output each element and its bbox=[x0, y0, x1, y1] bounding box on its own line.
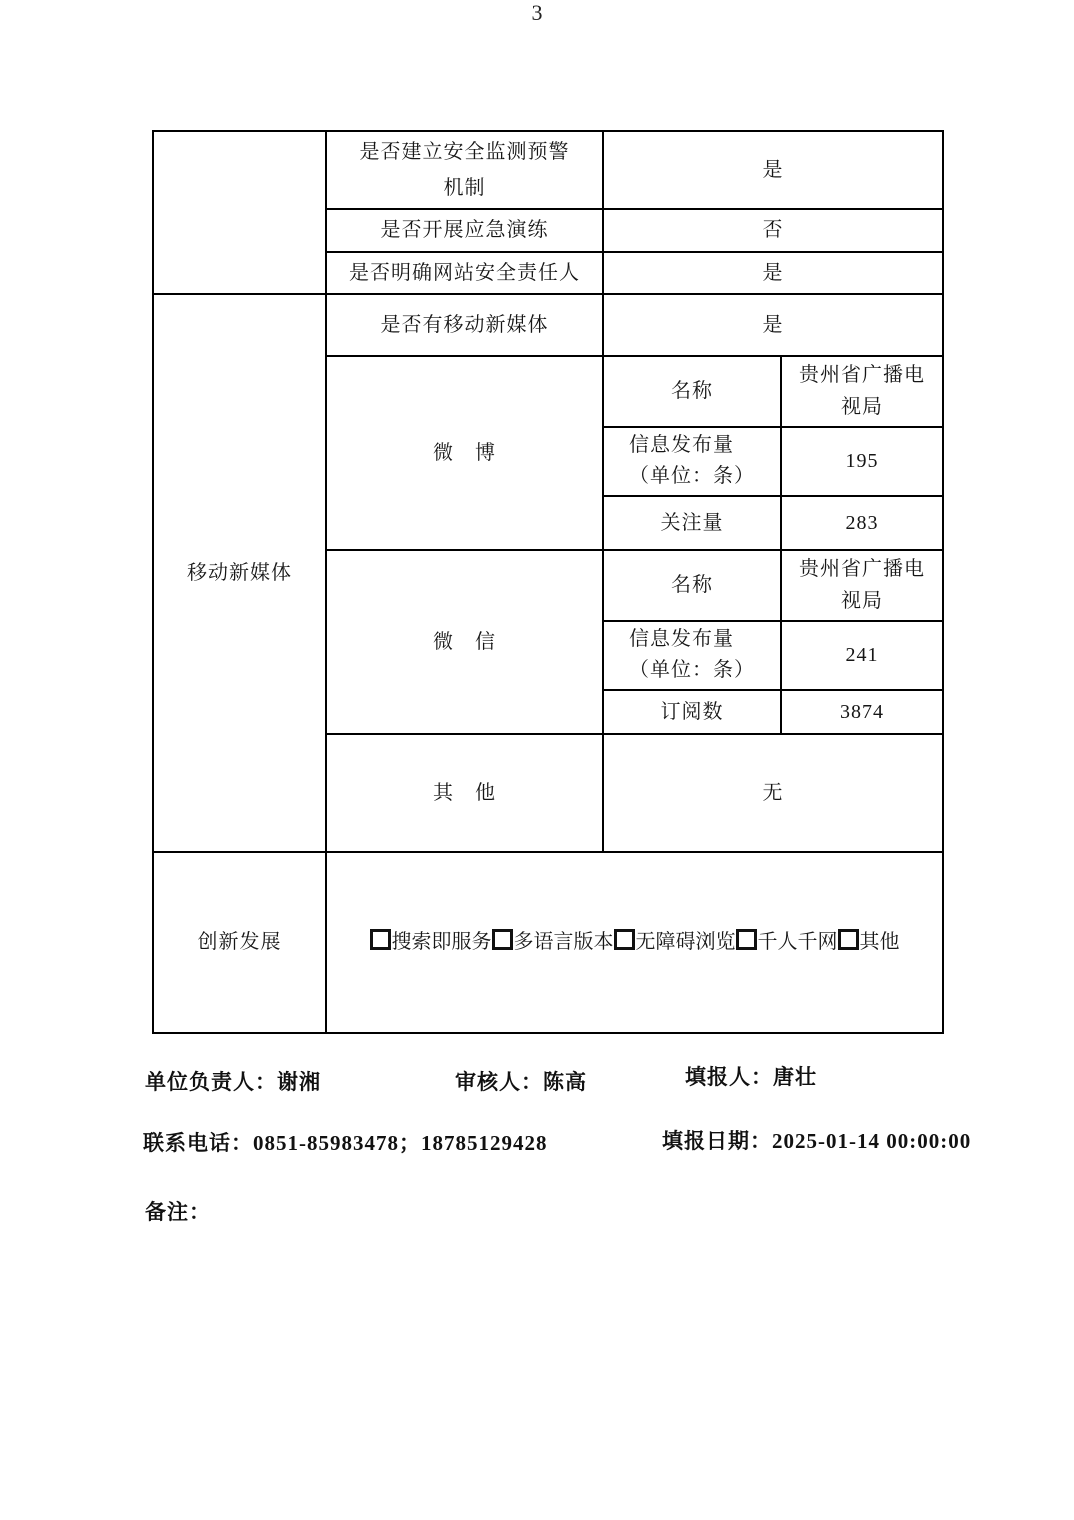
filler-text: 填报人：唐壮 bbox=[685, 1065, 817, 1089]
wechat-volume-label bbox=[629, 624, 755, 686]
cell-label-innovation: 创新发展 bbox=[153, 852, 326, 1033]
innovation-option bbox=[370, 926, 492, 959]
checkbox-personalized-web[interactable] bbox=[736, 929, 757, 950]
innovation-options-line bbox=[331, 926, 938, 959]
security-warning-label: 是否建立安全监测预警机制 bbox=[359, 141, 570, 199]
wechat-volume-label-line2: （单位：条） bbox=[629, 659, 755, 681]
innovation-option bbox=[492, 926, 614, 959]
cell-value-emergency-drill: 否 bbox=[603, 209, 943, 252]
checkbox-other[interactable] bbox=[838, 929, 859, 950]
cell-wechat-volume-value: 241 bbox=[781, 621, 943, 690]
weibo-volume-label bbox=[629, 430, 755, 492]
checkbox-search-service[interactable] bbox=[370, 929, 391, 950]
report-table bbox=[152, 130, 944, 1034]
checkbox-label-accessibility: 无障碍浏览 bbox=[635, 931, 736, 953]
checkbox-label-other: 其他 bbox=[859, 931, 900, 953]
cell-value-other-media: 无 bbox=[603, 734, 943, 852]
innovation-option bbox=[736, 926, 838, 959]
cell-label-security-responsible: 是否明确网站安全责任人 bbox=[326, 252, 603, 294]
checkbox-accessibility[interactable] bbox=[614, 929, 635, 950]
cell-group-mobile-media: 移动新媒体 bbox=[153, 294, 326, 852]
contact-phone-text: 联系电话：0851-85983478；18785129428 bbox=[143, 1131, 548, 1155]
cell-innovation-options bbox=[326, 852, 943, 1033]
weibo-volume-label-line1: 信息发布量 bbox=[629, 434, 734, 456]
cell-value-security-responsible: 是 bbox=[603, 252, 943, 294]
table-row bbox=[153, 294, 943, 356]
cell-wechat-name-label: 名称 bbox=[603, 550, 781, 621]
cell-weibo-volume-value: 195 bbox=[781, 427, 943, 496]
cell-value-has-mobile-media: 是 bbox=[603, 294, 943, 356]
table-row bbox=[153, 852, 943, 1033]
cell-weibo-followers-label: 关注量 bbox=[603, 496, 781, 550]
wechat-volume-label-line1: 信息发布量 bbox=[629, 628, 734, 650]
cell-label-security-warning bbox=[326, 131, 603, 209]
weibo-volume-label-line2: （单位：条） bbox=[629, 465, 755, 487]
remark-label: 备注： bbox=[145, 1200, 211, 1224]
wechat-name-text: 贵州省广播电视局 bbox=[799, 558, 925, 612]
checkbox-label-personalized-web: 千人千网 bbox=[757, 931, 838, 953]
fill-date-text: 填报日期：2025-01-14 00:00:00 bbox=[662, 1129, 972, 1153]
cell-weibo-followers-value: 283 bbox=[781, 496, 943, 550]
weibo-name-text: 贵州省广播电视局 bbox=[799, 364, 925, 418]
page-number: 3 bbox=[531, 0, 543, 25]
cell-label-emergency-drill: 是否开展应急演练 bbox=[326, 209, 603, 252]
checkbox-multilingual[interactable] bbox=[492, 929, 513, 950]
cell-wechat-volume-label bbox=[603, 621, 781, 690]
cell-wechat-name-value bbox=[781, 550, 943, 621]
innovation-option bbox=[838, 926, 900, 959]
table-row bbox=[153, 131, 943, 209]
innovation-option bbox=[614, 926, 736, 959]
cell-value-security-warning: 是 bbox=[603, 131, 943, 209]
checkbox-label-search-service: 搜索即服务 bbox=[391, 931, 492, 953]
unit-head-text: 单位负责人：谢湘 bbox=[145, 1070, 321, 1094]
cell-weibo-volume-label bbox=[603, 427, 781, 496]
reviewer-text: 审核人：陈高 bbox=[455, 1070, 587, 1094]
cell-group-empty bbox=[153, 131, 326, 294]
cell-label-has-mobile-media: 是否有移动新媒体 bbox=[326, 294, 603, 356]
cell-wechat-subs-value: 3874 bbox=[781, 690, 943, 734]
cell-label-wechat: 微 信 bbox=[326, 550, 603, 734]
cell-label-other-media: 其 他 bbox=[326, 734, 603, 852]
cell-weibo-name-label: 名称 bbox=[603, 356, 781, 427]
checkbox-label-multilingual: 多语言版本 bbox=[513, 931, 614, 953]
cell-label-weibo: 微 博 bbox=[326, 356, 603, 550]
cell-weibo-name-value bbox=[781, 356, 943, 427]
cell-wechat-subs-label: 订阅数 bbox=[603, 690, 781, 734]
